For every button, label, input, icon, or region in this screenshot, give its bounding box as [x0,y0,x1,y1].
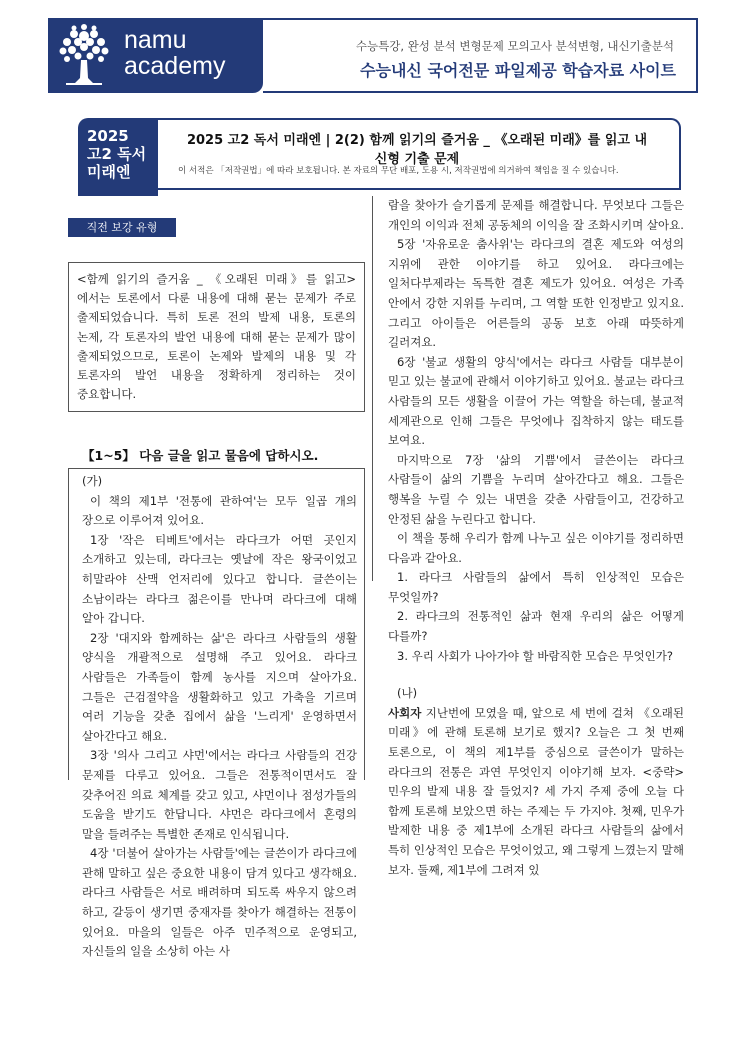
title-badge: 2025 고2 독서 미래엔 [78,118,158,196]
speaker-label: 사회자 [388,705,422,720]
discussion-topic-2: 2. 라다크의 전통적인 삶과 현재 우리의 삶은 어떻게 다를까? [388,609,684,644]
header-subtitle: 수능특강, 완성 분석 변형문제 모의고사 분석변형, 내신기출분석 [355,39,674,53]
study-note-box [68,262,365,412]
type-tag: 직전 보강 유형 [68,218,176,237]
header-main-title: 수능내신 국어전문 파일제공 학습자료 사이트 [360,61,676,80]
passage-paragraph: 2장 '대지와 함께하는 삶'은 라다크 사람들의 생활 양식을 개괄적으로 설명해 주고 있어요. 라다크 사람들은 가족들이 함께 농사를 지으며 살아가요. 그들은 근검절약을 생활화하고 있고 가축을 기르며 여러 기능을 갖춘 집에서 삶을 '느리게' 운영하면서 살아간다고 해요. [82,630,357,743]
passage-paragraph: 이 책의 제1부 '전통에 관하여'는 모두 일곱 개의 장으로 이루어져 있어요. [82,493,357,528]
study-note-text: <함께 읽기의 즐거움 _ 《오래된 미래》를 읽고>에서는 토론에서 다룬 내용에 대해 묻는 문제가 주로 출제되었습니다. 특히 토론 전의 발제 내용, 토론의 논제, 각 토론자의 발언 내용에 대해 묻는 문제가 많이 출제되었으므로, 토론이 논제와 발제의 내용 및 각 토론자의 발언 내용을 정확하게 정리하는 것이 중요합니다. [77,272,356,402]
passage-paragraph: 5장 '자유로운 춤사위'는 라다크의 결혼 제도와 여성의 지위에 관한 이야기를 하고 있어요. 라다크에는 일처다부제라는 독특한 결혼 제도가 있어요. 여성은 가족 안에서 강한 지위를 누리며, 그 역할 또한 인정받고 있지요. 그리고 아이들은 어른들의 공동 보호 아래 따뜻하게 길러져요. [388,237,684,350]
discussion-topic-3: 3. 우리 사회가 나아가야 할 바람직한 모습은 무엇인가? [397,648,673,663]
speech-text: 지난번에 모였을 때, 앞으로 세 번에 걸쳐 《오래된 미래》에 관해 토론해 보기로 했지? 오늘은 그 첫 번째 토론으로, 이 책의 제1부를 중심으로 글쓴이가 말하는 라다크의 전통은 과연 무엇인지 이야기해 보자. <중략> 민우의 발제 내용 잘 들었지? 세 가지 주제 중에 오늘 다 함께 토론해 보았으면 하는 주제는 두 가지야. 첫째, 민우가 발제한 내용 중 제1부에 소개된 라다크 사람들의 삶에서 특히 인상적인 모습은 무엇이었고, 왜 그렇게 느꼈는지 말해 보자. 둘째, 제1부에 그려져 있 [388,705,684,877]
discussion-topic-1: 1. 라다크 사람들의 삶에서 특히 인상적인 모습은 무엇일까? [388,570,684,604]
section-label-ga: (가) [82,474,103,488]
passage-paragraph: 이 책을 통해 우리가 함께 나누고 싶은 이야기를 정리하면 다음과 같아요. [388,531,684,565]
passage-paragraph: 1장 '작은 티베트'에서는 라다크가 어떤 곳인지 소개하고 있는데, 라다크는 옛날에 작은 왕국이었고 히말라야 산맥 언저리에 있다고 합니다. 글쓴이는 소남이라는 라다크 젊은이를 만나며 라다크에 대해 알아 갑니다. [82,532,357,626]
right-column [388,196,684,880]
column-divider [372,196,373,581]
logo-text: namu academy [124,26,226,80]
question-heading: 【1~5】 다음 글을 읽고 물음에 답하시오. [82,448,319,463]
passage-paragraph: 람을 찾아가 슬기롭게 문제를 해결합니다. 무엇보다 그들은 개인의 이익과 전체 공동체의 이익을 잘 조화시키며 살아요. [388,198,684,232]
tree-logo-icon [54,20,114,90]
copyright-notice: 이 서적은 「저작권법」에 따라 보호됩니다. 본 자료의 무단 배포, 도용 시, 저작권법에 의거하여 책임을 질 수 있습니다. [178,166,619,176]
document-title: 2025 고2 독서 미래엔 | 2(2) 함께 읽기의 즐거움 _ 《오래된 미래》를 읽고 내신형 기출 문제 [186,133,648,167]
passage-paragraph: 6장 '불교 생활의 양식'에서는 라다크 사람들 대부분이 믿고 있는 불교에 관해서 이야기하고 있어요. 불교는 라다크 사람들의 모든 생활을 이끌어 가는 역할을 하는데, 불교적 세계관으로 인해 그들은 무엇에나 집착하지 않는 태도를 보여요. [388,354,684,448]
passage-paragraph: 4장 '더불어 살아가는 사람들'에는 글쓴이가 라다크에 관해 말하고 싶은 중요한 내용이 담겨 있다고 생각해요. 라다크 사람들은 서로 배려하며 되도록 싸우지 않으려 하고, 갈등이 생기면 중재자를 찾아가 해결하는 전통이 있어요. 마을의 일들은 아주 민주적으로 운영되고, 자신들의 일을 소상히 아는 사 [82,846,357,959]
passage-paragraph: 마지막으로 7장 '삶의 기쁨'에서 글쓴이는 라다크 사람들이 삶의 기쁨을 누리며 살아간다고 해요. 그들은 행복을 누릴 수 있는 내면을 갖춘 사람들이고, 건강하고 안정된 삶을 누린다고 합니다. [388,452,684,526]
passage-ga [82,472,357,962]
moderator-speech [388,704,684,880]
site-header [48,18,698,93]
passage-paragraph: 3장 '의사 그리고 샤먼'에서는 라다크 사람들의 건강 문제를 다루고 있어요. 그들은 전통적이면서도 잘 갖추어진 의료 체계를 갖고 있고, 샤먼이나 점성가들의 도움을 받기도 한답니다. 샤먼은 라다크에서 혼령의 말을 들려주는 특별한 존재로 인식됩니다. [82,748,357,841]
section-label-na: (나) [397,686,418,701]
logo-block[interactable] [48,18,263,93]
header-tagline-box [263,18,698,93]
